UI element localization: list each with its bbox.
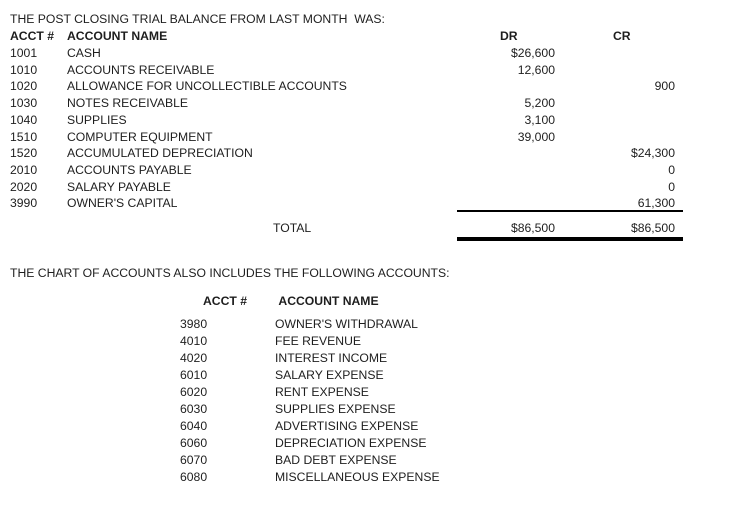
cell-cr-value (555, 62, 675, 79)
cell-account-name: INTEREST INCOME (275, 351, 388, 365)
cell-acct: 6020 (180, 385, 208, 399)
total-acct-spacer (10, 220, 67, 237)
cell-acct: 1020 (10, 79, 38, 94)
cell-cr-value: $24,300 (630, 146, 675, 161)
col-header-dr: DR (500, 29, 518, 43)
cell-acct: 1520 (10, 146, 38, 161)
cell-acct: 2010 (10, 162, 38, 177)
coa-col-header-account-name: ACCOUNT NAME (278, 294, 379, 308)
cell-account-name: NOTES RECEIVABLE (67, 96, 189, 111)
trial-balance-rows (10, 45, 685, 212)
chart-of-accounts-row (180, 316, 440, 333)
trial-balance-row (10, 162, 685, 179)
cell-account-name: DEPRECIATION EXPENSE (275, 436, 427, 450)
total-label: TOTAL (273, 221, 312, 235)
cell-account-name: CASH (67, 46, 101, 60)
cell-dr-value (457, 78, 555, 95)
cell-account-name: RENT EXPENSE (275, 385, 369, 399)
cell-acct: 3990 (10, 196, 38, 211)
cell-account-name: ACCUMULATED DEPRECIATION (67, 146, 253, 161)
chart-of-accounts-row (180, 350, 440, 367)
col-header-acct: ACCT # (10, 29, 55, 43)
cell-acct: 3980 (180, 317, 208, 331)
trial-balance-row (10, 45, 685, 62)
cell-acct: 6010 (180, 368, 208, 382)
cell-acct: 6040 (180, 419, 208, 433)
trial-balance-intro: THE POST CLOSING TRIAL BALANCE FROM LAST MONTH WAS: (10, 12, 385, 26)
cell-acct: 1510 (10, 129, 38, 144)
cell-account-name: BAD DEBT EXPENSE (275, 453, 397, 467)
cell-account-name: SALARY EXPENSE (275, 368, 384, 382)
cell-acct: 1040 (10, 112, 38, 127)
cell-acct: 6070 (180, 453, 208, 467)
trial-balance-row (10, 129, 685, 146)
cell-cr-value (555, 95, 675, 112)
cell-acct: 1001 (10, 46, 38, 60)
cell-cr-value: 61,300 (637, 196, 675, 211)
cell-acct: 1030 (10, 96, 38, 111)
trial-balance-row (10, 62, 685, 79)
trial-balance-row (10, 78, 685, 95)
trial-balance-total-row (10, 220, 685, 237)
cell-cr-value: 0 (668, 162, 675, 177)
cell-account-name: ACCOUNTS PAYABLE (67, 162, 192, 177)
chart-of-accounts-row (180, 384, 440, 401)
cell-account-name: OWNER'S CAPITAL (67, 196, 178, 211)
chart-of-accounts-row (180, 452, 440, 469)
single-underline-rule (457, 210, 683, 212)
cell-acct: 2020 (10, 179, 38, 194)
chart-of-accounts-header-row (203, 293, 379, 310)
total-dr-value: $86,500 (510, 221, 555, 235)
cell-cr-value (555, 112, 675, 129)
chart-of-accounts-row (180, 367, 440, 384)
cell-acct: 6080 (180, 470, 208, 484)
cell-dr-value: 3,100 (524, 112, 555, 127)
chart-of-accounts-row (180, 401, 440, 418)
coa-col-header-acct: ACCT # (203, 294, 248, 308)
chart-of-accounts-row (180, 469, 440, 486)
cell-account-name: SALARY PAYABLE (67, 179, 171, 194)
cell-dr-value: $26,600 (510, 46, 555, 60)
total-bottom-rule (457, 237, 683, 241)
cell-cr-value: 900 (654, 79, 675, 94)
trial-balance-row (10, 112, 685, 129)
trial-balance-header-row (10, 28, 685, 45)
cell-dr-value: 5,200 (524, 96, 555, 111)
cell-cr-value (555, 45, 675, 62)
chart-of-accounts-row (180, 333, 440, 350)
col-header-cr: CR (613, 29, 631, 43)
chart-of-accounts-row (180, 418, 440, 435)
cell-cr-value (555, 129, 675, 146)
cell-dr-value (457, 179, 555, 196)
cell-acct: 4020 (180, 351, 208, 365)
cell-cr-value: 0 (668, 179, 675, 194)
trial-balance-row (10, 179, 685, 196)
total-cr-value: $86,500 (630, 221, 675, 235)
cell-acct: 1010 (10, 62, 38, 77)
cell-account-name: OWNER'S WITHDRAWAL (275, 317, 418, 331)
cell-account-name: SUPPLIES EXPENSE (275, 402, 396, 416)
cell-account-name: ALLOWANCE FOR UNCOLLECTIBLE ACCOUNTS (67, 79, 347, 94)
cell-account-name: ADVERTISING EXPENSE (275, 419, 419, 433)
cell-account-name: MISCELLANEOUS EXPENSE (275, 470, 440, 484)
cell-account-name: FEE REVENUE (275, 334, 362, 348)
cell-account-name: COMPUTER EQUIPMENT (67, 129, 213, 144)
cell-account-name: SUPPLIES (67, 112, 127, 127)
cell-dr-value: 39,000 (517, 129, 555, 144)
cell-dr-value: 12,600 (517, 62, 555, 77)
cell-acct: 6030 (180, 402, 208, 416)
trial-balance-row (10, 95, 685, 112)
chart-of-accounts-intro: THE CHART OF ACCOUNTS ALSO INCLUDES THE FOLLOWING ACCOUNTS: (10, 266, 450, 280)
cell-dr-value (457, 162, 555, 179)
cell-acct: 6060 (180, 436, 208, 450)
trial-balance-row (10, 145, 685, 162)
cell-account-name: ACCOUNTS RECEIVABLE (67, 62, 215, 77)
cell-acct: 4010 (180, 334, 208, 348)
cell-dr-value (457, 145, 555, 162)
col-header-account-name: ACCOUNT NAME (67, 29, 168, 43)
chart-of-accounts-row (180, 435, 440, 452)
chart-of-accounts-rows (180, 316, 440, 486)
